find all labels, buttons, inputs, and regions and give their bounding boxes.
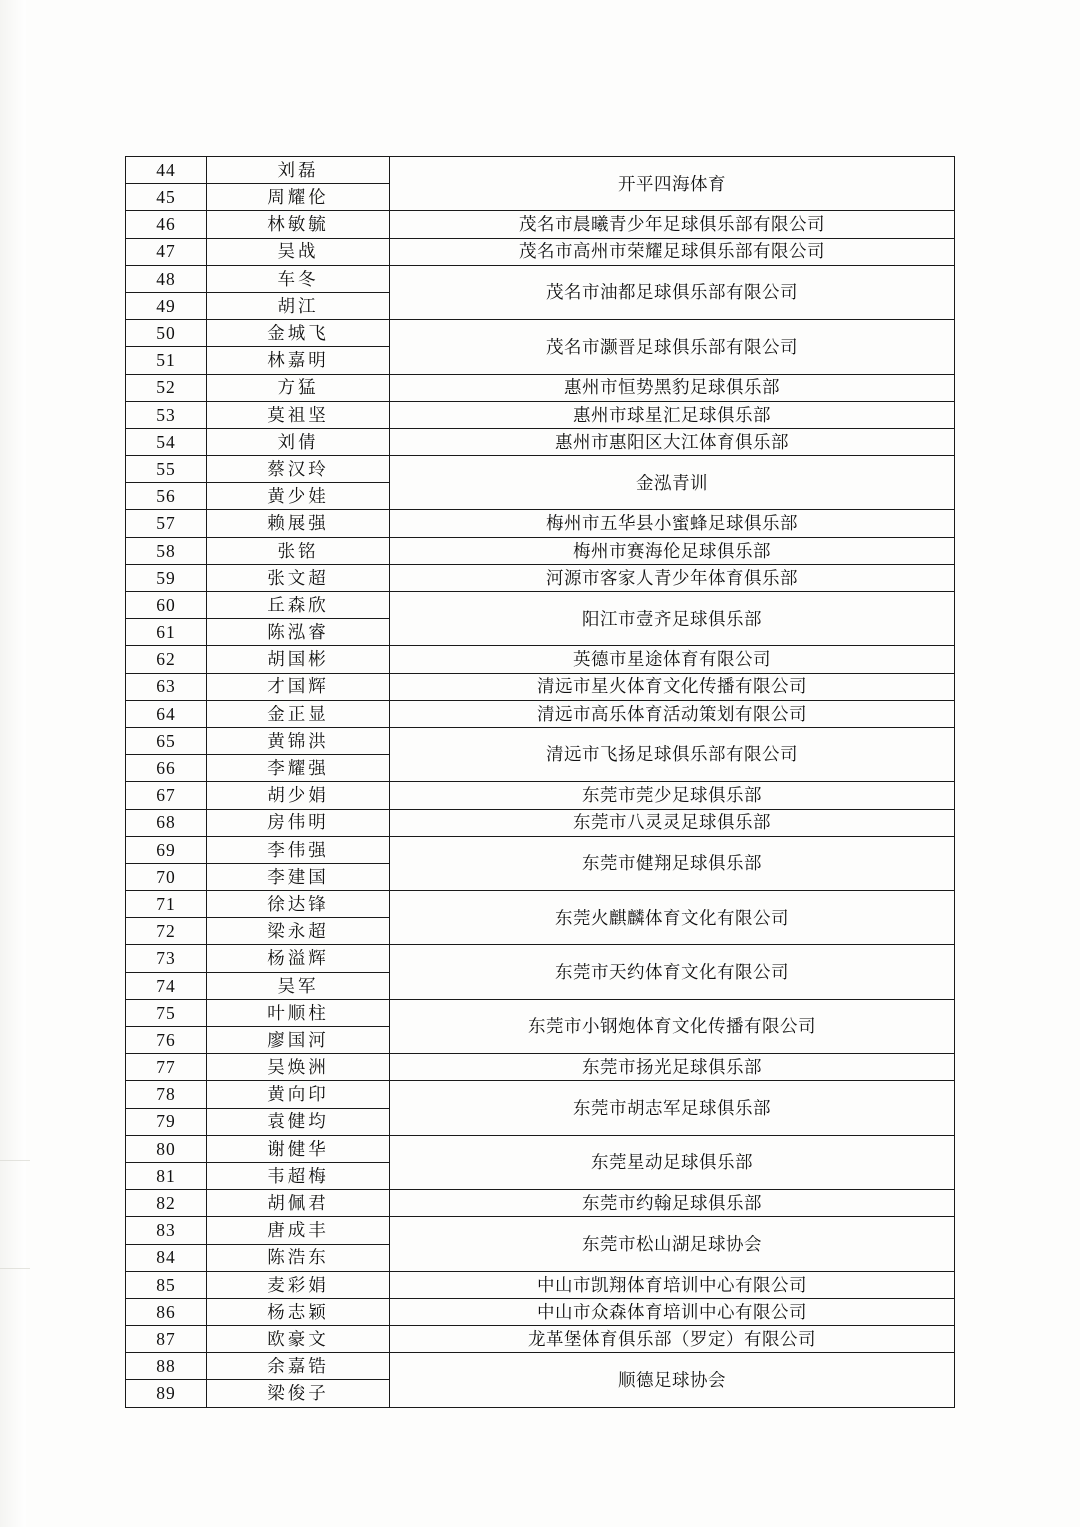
row-number-cell: 69: [126, 836, 207, 863]
person-name-cell: 谢健华: [207, 1135, 390, 1162]
table-row: [126, 673, 955, 700]
organization-cell: 茂名市晨曦青少年足球俱乐部有限公司: [390, 211, 955, 238]
row-number-cell: 87: [126, 1326, 207, 1353]
organization-cell: 中山市众森体育培训中心有限公司: [390, 1298, 955, 1325]
person-name-cell: 杨志颖: [207, 1298, 390, 1325]
table-row: [126, 265, 955, 292]
table-row: [126, 238, 955, 265]
row-number-cell: 56: [126, 483, 207, 510]
person-name-cell: 李建国: [207, 863, 390, 890]
row-number-cell: 52: [126, 374, 207, 401]
row-number-cell: 49: [126, 292, 207, 319]
roster-table: [125, 156, 955, 1408]
row-number-cell: 44: [126, 157, 207, 184]
person-name-cell: 吴军: [207, 972, 390, 999]
table-row: [126, 592, 955, 619]
row-number-cell: 67: [126, 782, 207, 809]
person-name-cell: 蔡汉玲: [207, 456, 390, 483]
person-name-cell: 胡江: [207, 292, 390, 319]
row-number-cell: 48: [126, 265, 207, 292]
row-number-cell: 60: [126, 592, 207, 619]
scan-line-artifact: [0, 1160, 30, 1161]
person-name-cell: 韦超梅: [207, 1162, 390, 1189]
table-row: [126, 1353, 955, 1380]
table-row: [126, 700, 955, 727]
organization-cell: 茂名市高州市荣耀足球俱乐部有限公司: [390, 238, 955, 265]
row-number-cell: 62: [126, 646, 207, 673]
organization-cell: 惠州市恒势黑豹足球俱乐部: [390, 374, 955, 401]
table-row: [126, 374, 955, 401]
organization-cell: 中山市凯翔体育培训中心有限公司: [390, 1271, 955, 1298]
table-row: [126, 836, 955, 863]
table-row: [126, 428, 955, 455]
table-row: [126, 1217, 955, 1244]
organization-cell: 梅州市赛海伦足球俱乐部: [390, 537, 955, 564]
row-number-cell: 50: [126, 320, 207, 347]
table-row: [126, 320, 955, 347]
person-name-cell: 林嘉明: [207, 347, 390, 374]
row-number-cell: 64: [126, 700, 207, 727]
organization-cell: 顺德足球协会: [390, 1353, 955, 1407]
person-name-cell: 麦彩娟: [207, 1271, 390, 1298]
organization-cell: 东莞火麒麟体育文化有限公司: [390, 891, 955, 945]
person-name-cell: 唐成丰: [207, 1217, 390, 1244]
row-number-cell: 45: [126, 184, 207, 211]
row-number-cell: 66: [126, 755, 207, 782]
organization-cell: 惠州市球星汇足球俱乐部: [390, 401, 955, 428]
table-row: [126, 891, 955, 918]
row-number-cell: 65: [126, 727, 207, 754]
organization-cell: 清远市高乐体育活动策划有限公司: [390, 700, 955, 727]
organization-cell: 东莞市健翔足球俱乐部: [390, 836, 955, 890]
scan-edge-artifact: [0, 0, 26, 1527]
organization-cell: 东莞星动足球俱乐部: [390, 1135, 955, 1189]
row-number-cell: 78: [126, 1081, 207, 1108]
table-row: [126, 646, 955, 673]
row-number-cell: 70: [126, 863, 207, 890]
person-name-cell: 李伟强: [207, 836, 390, 863]
person-name-cell: 廖国河: [207, 1027, 390, 1054]
row-number-cell: 86: [126, 1298, 207, 1325]
organization-cell: 金泓青训: [390, 456, 955, 510]
person-name-cell: 车冬: [207, 265, 390, 292]
person-name-cell: 胡佩君: [207, 1190, 390, 1217]
row-number-cell: 82: [126, 1190, 207, 1217]
row-number-cell: 73: [126, 945, 207, 972]
row-number-cell: 81: [126, 1162, 207, 1189]
person-name-cell: 丘森欣: [207, 592, 390, 619]
person-name-cell: 才国辉: [207, 673, 390, 700]
row-number-cell: 46: [126, 211, 207, 238]
person-name-cell: 房伟明: [207, 809, 390, 836]
row-number-cell: 74: [126, 972, 207, 999]
organization-cell: 东莞市天约体育文化有限公司: [390, 945, 955, 999]
table-row: [126, 1271, 955, 1298]
person-name-cell: 袁健均: [207, 1108, 390, 1135]
organization-cell: 东莞市小钢炮体育文化传播有限公司: [390, 999, 955, 1053]
row-number-cell: 59: [126, 564, 207, 591]
row-number-cell: 72: [126, 918, 207, 945]
person-name-cell: 金正显: [207, 700, 390, 727]
table-row: [126, 564, 955, 591]
row-number-cell: 76: [126, 1027, 207, 1054]
table-row: [126, 727, 955, 754]
organization-cell: 龙革堡体育俱乐部（罗定）有限公司: [390, 1326, 955, 1353]
row-number-cell: 58: [126, 537, 207, 564]
table-row: [126, 782, 955, 809]
row-number-cell: 68: [126, 809, 207, 836]
row-number-cell: 80: [126, 1135, 207, 1162]
table-row: [126, 809, 955, 836]
table-row: [126, 211, 955, 238]
person-name-cell: 陈泓睿: [207, 619, 390, 646]
row-number-cell: 71: [126, 891, 207, 918]
organization-cell: 阳江市壹齐足球俱乐部: [390, 592, 955, 646]
organization-cell: 清远市星火体育文化传播有限公司: [390, 673, 955, 700]
roster-table-container: [125, 156, 955, 1408]
person-name-cell: 胡少娟: [207, 782, 390, 809]
table-row: [126, 999, 955, 1026]
person-name-cell: 刘倩: [207, 428, 390, 455]
row-number-cell: 55: [126, 456, 207, 483]
row-number-cell: 83: [126, 1217, 207, 1244]
person-name-cell: 张铭: [207, 537, 390, 564]
person-name-cell: 徐达锋: [207, 891, 390, 918]
scan-line-artifact: [0, 1268, 30, 1269]
person-name-cell: 吴焕洲: [207, 1054, 390, 1081]
table-row: [126, 456, 955, 483]
person-name-cell: 梁永超: [207, 918, 390, 945]
row-number-cell: 54: [126, 428, 207, 455]
person-name-cell: 黄少娃: [207, 483, 390, 510]
organization-cell: 英德市星途体育有限公司: [390, 646, 955, 673]
person-name-cell: 李耀强: [207, 755, 390, 782]
organization-cell: 梅州市五华县小蜜蜂足球俱乐部: [390, 510, 955, 537]
person-name-cell: 刘磊: [207, 157, 390, 184]
organization-cell: 东莞市八灵灵足球俱乐部: [390, 809, 955, 836]
person-name-cell: 余嘉锆: [207, 1353, 390, 1380]
person-name-cell: 黄锦洪: [207, 727, 390, 754]
organization-cell: 惠州市惠阳区大江体育俱乐部: [390, 428, 955, 455]
row-number-cell: 53: [126, 401, 207, 428]
table-row: [126, 1054, 955, 1081]
person-name-cell: 林敏毓: [207, 211, 390, 238]
organization-cell: 东莞市约翰足球俱乐部: [390, 1190, 955, 1217]
person-name-cell: 周耀伦: [207, 184, 390, 211]
table-row: [126, 1081, 955, 1108]
person-name-cell: 陈浩东: [207, 1244, 390, 1271]
row-number-cell: 51: [126, 347, 207, 374]
person-name-cell: 吴战: [207, 238, 390, 265]
organization-cell: 茂名市油都足球俱乐部有限公司: [390, 265, 955, 319]
row-number-cell: 47: [126, 238, 207, 265]
table-row: [126, 401, 955, 428]
table-row: [126, 945, 955, 972]
table-row: [126, 1298, 955, 1325]
table-row: [126, 537, 955, 564]
row-number-cell: 84: [126, 1244, 207, 1271]
person-name-cell: 金城飞: [207, 320, 390, 347]
organization-cell: 茂名市灏晋足球俱乐部有限公司: [390, 320, 955, 374]
organization-cell: 东莞市扬光足球俱乐部: [390, 1054, 955, 1081]
organization-cell: 东莞市松山湖足球协会: [390, 1217, 955, 1271]
person-name-cell: 方猛: [207, 374, 390, 401]
person-name-cell: 张文超: [207, 564, 390, 591]
row-number-cell: 89: [126, 1380, 207, 1407]
row-number-cell: 57: [126, 510, 207, 537]
organization-cell: 清远市飞扬足球俱乐部有限公司: [390, 727, 955, 781]
row-number-cell: 85: [126, 1271, 207, 1298]
person-name-cell: 赖展强: [207, 510, 390, 537]
organization-cell: 东莞市胡志军足球俱乐部: [390, 1081, 955, 1135]
row-number-cell: 88: [126, 1353, 207, 1380]
person-name-cell: 叶顺柱: [207, 999, 390, 1026]
table-row: [126, 1190, 955, 1217]
person-name-cell: 莫祖坚: [207, 401, 390, 428]
table-row: [126, 1135, 955, 1162]
organization-cell: 河源市客家人青少年体育俱乐部: [390, 564, 955, 591]
person-name-cell: 欧豪文: [207, 1326, 390, 1353]
person-name-cell: 梁俊子: [207, 1380, 390, 1407]
person-name-cell: 黄向印: [207, 1081, 390, 1108]
row-number-cell: 77: [126, 1054, 207, 1081]
row-number-cell: 61: [126, 619, 207, 646]
row-number-cell: 63: [126, 673, 207, 700]
organization-cell: 东莞市莞少足球俱乐部: [390, 782, 955, 809]
row-number-cell: 75: [126, 999, 207, 1026]
person-name-cell: 杨溢辉: [207, 945, 390, 972]
table-row: [126, 1326, 955, 1353]
table-row: [126, 157, 955, 184]
person-name-cell: 胡国彬: [207, 646, 390, 673]
table-row: [126, 510, 955, 537]
organization-cell: 开平四海体育: [390, 157, 955, 211]
row-number-cell: 79: [126, 1108, 207, 1135]
